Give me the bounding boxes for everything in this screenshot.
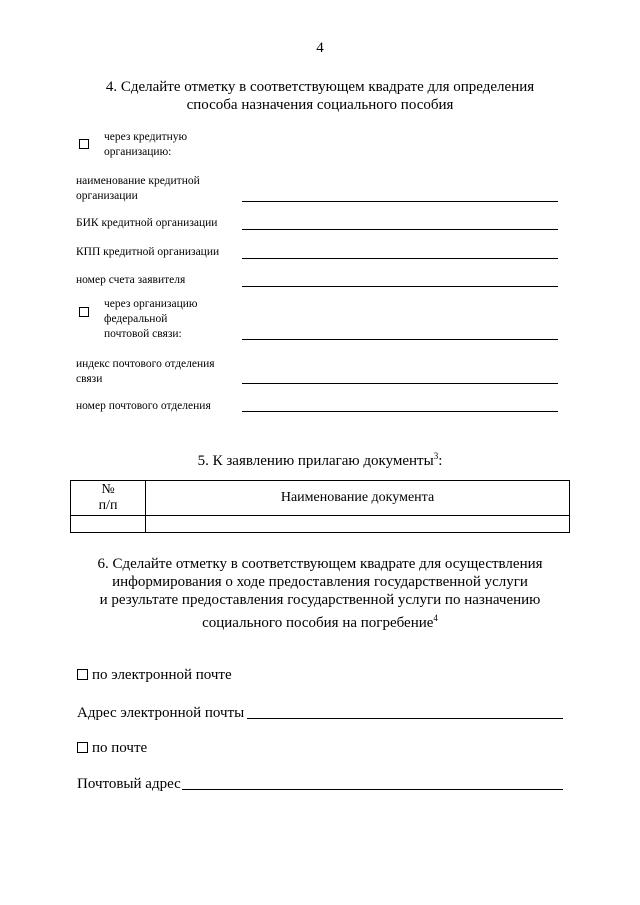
- section6-title-line3: и результате предоставления государственной услуги по назначению: [99, 592, 541, 608]
- table-header-number-line2: п/п: [98, 498, 118, 513]
- table-header-document-name: Наименование документа: [146, 481, 570, 516]
- post-index-label: [76, 357, 215, 387]
- post-option-label-line1: через организацию: [104, 298, 198, 310]
- mail-option-label: по почте: [92, 740, 148, 756]
- bank-name-label-line2: организации: [76, 190, 138, 202]
- post-organization-field[interactable]: [242, 339, 558, 340]
- section4-title-line2: способа назначения социального пособия: [186, 97, 454, 113]
- post-option-label-line3: почтовой связи:: [104, 328, 182, 340]
- account-number-label: номер счета заявителя: [76, 274, 186, 286]
- mail-address-label: Почтовый адрес: [77, 776, 181, 792]
- documents-table: [70, 480, 570, 533]
- bank-name-field[interactable]: [242, 201, 558, 202]
- bank-option-label: [104, 130, 187, 160]
- section6-title-line4: [0, 609, 640, 632]
- post-index-field[interactable]: [242, 383, 558, 384]
- bank-name-label-line1: наименование кредитной: [76, 175, 200, 187]
- section5-footnote-mark: 3: [433, 451, 439, 461]
- account-number-field[interactable]: [242, 286, 558, 287]
- table-header-row: [71, 481, 570, 516]
- section6-footnote-mark: 4: [433, 613, 438, 623]
- bik-label: БИК кредитной организации: [76, 217, 218, 229]
- section6-title: [0, 555, 640, 632]
- post-option-label: [104, 297, 197, 342]
- email-option: [77, 666, 232, 684]
- mail-option-checkbox[interactable]: [77, 742, 88, 753]
- section5-title-suffix: :: [438, 453, 443, 469]
- kpp-field[interactable]: [242, 258, 558, 259]
- bank-option-label-line2: организацию:: [104, 146, 172, 158]
- table-header-number-line1: №: [101, 482, 115, 497]
- post-index-label-line1: индекс почтового отделения: [76, 358, 215, 370]
- bank-name-label: [76, 174, 200, 204]
- email-address-field[interactable]: [247, 718, 563, 719]
- section4-title-line1: 4. Сделайте отметку в соответствующем квадрате для определения: [105, 79, 535, 95]
- table-row: [71, 516, 570, 533]
- section5-title-text: 5. К заявлению прилагаю документы: [197, 453, 434, 469]
- section6-title-line2: информирования о ходе предоставления государственной услуги: [112, 574, 528, 590]
- mail-address-field[interactable]: [182, 789, 563, 790]
- mail-option: [77, 739, 147, 757]
- email-address-label: Адрес электронной почты: [77, 705, 245, 721]
- section6-title-line4-text: социального пособия на погребение: [202, 615, 434, 631]
- post-option-checkbox[interactable]: [79, 307, 89, 317]
- bank-option-label-line1: через кредитную: [104, 131, 188, 143]
- page-number: 4: [316, 40, 324, 56]
- section6-title-line1: 6. Сделайте отметку в соответствующем квадрате для осуществления: [97, 556, 543, 572]
- post-office-number-field[interactable]: [242, 411, 558, 412]
- table-cell-document-name[interactable]: [146, 516, 570, 533]
- table-cell-number[interactable]: [71, 516, 146, 533]
- bank-option-checkbox[interactable]: [79, 139, 89, 149]
- post-index-label-line2: связи: [76, 373, 103, 385]
- post-option-label-line2: федеральной: [104, 313, 168, 325]
- post-office-number-label: номер почтового отделения: [76, 400, 211, 412]
- bik-field[interactable]: [242, 229, 558, 230]
- kpp-label: КПП кредитной организации: [76, 246, 220, 258]
- section5-title: [0, 447, 640, 470]
- section4-title: [0, 78, 640, 114]
- email-option-label: по электронной почте: [92, 667, 232, 683]
- email-option-checkbox[interactable]: [77, 669, 88, 680]
- table-header-number: [71, 481, 146, 516]
